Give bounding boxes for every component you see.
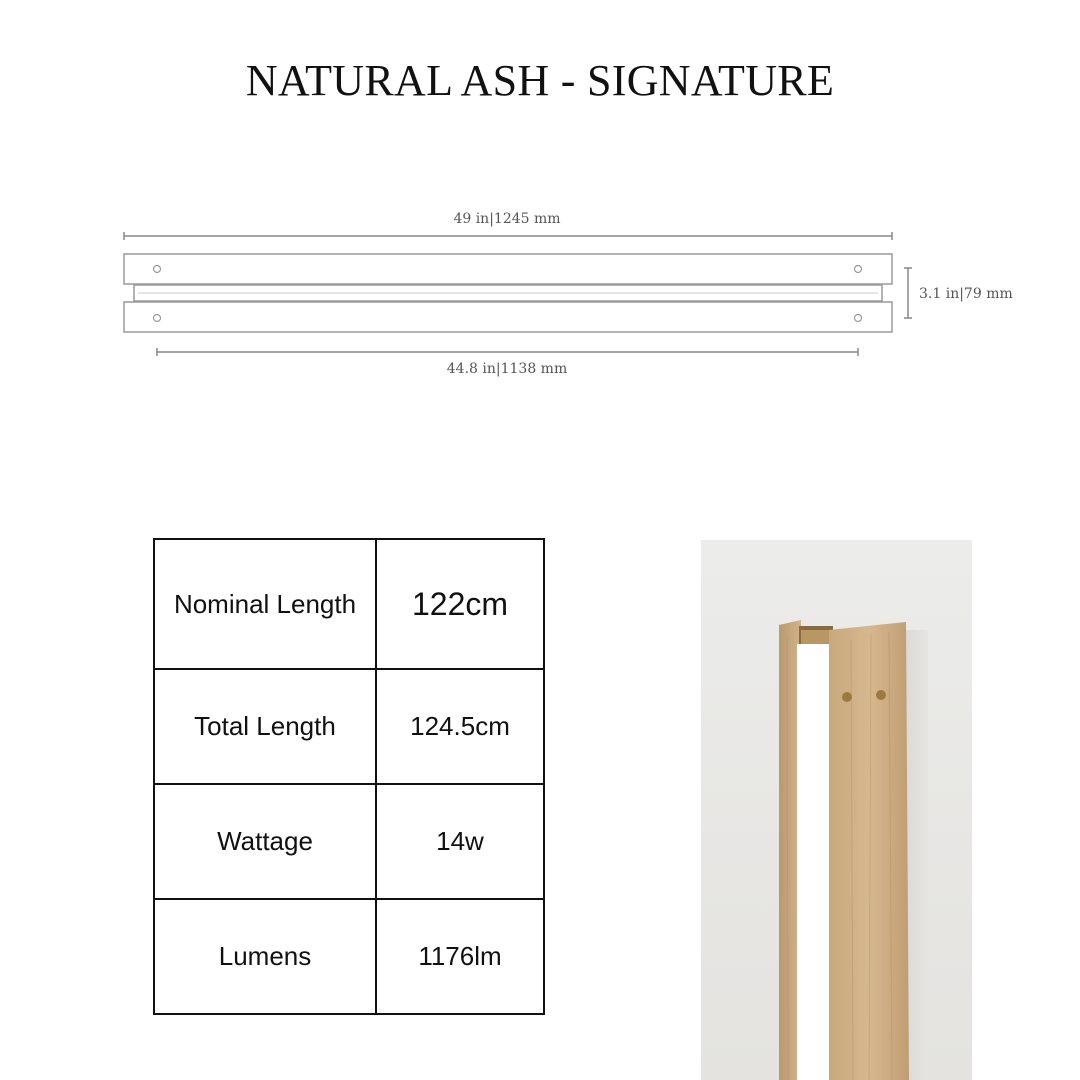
spec-value: 122cm <box>376 539 544 669</box>
diffuser <box>797 644 831 1080</box>
dimension-drawing <box>0 190 1080 390</box>
mount-spacing-label: 44.8 in|1138 mm <box>446 361 568 377</box>
height-dimension <box>904 268 1013 318</box>
brass-screw-icon <box>876 690 886 700</box>
table-row <box>154 669 544 784</box>
height-label: 3.1 in|79 mm <box>919 286 1013 302</box>
spec-table <box>153 538 545 1015</box>
spec-label: Lumens <box>154 899 376 1014</box>
table-row <box>154 539 544 669</box>
table-row <box>154 899 544 1014</box>
mount-spacing-dimension <box>157 348 858 377</box>
spec-label: Wattage <box>154 784 376 899</box>
spec-value: 124.5cm <box>376 669 544 784</box>
overall-length-dimension <box>124 211 892 240</box>
fixture-outline <box>124 254 892 332</box>
spec-value: 14w <box>376 784 544 899</box>
spec-label: Nominal Length <box>154 539 376 669</box>
table-row <box>154 784 544 899</box>
spec-label: Total Length <box>154 669 376 784</box>
page-title: NATURAL ASH - SIGNATURE <box>245 56 835 105</box>
overall-length-label: 49 in|1245 mm <box>453 211 561 227</box>
spec-value: 1176lm <box>376 899 544 1014</box>
brass-screw-icon <box>842 692 852 702</box>
wood-fixture-image <box>701 540 972 1080</box>
product-photo <box>701 540 972 1080</box>
